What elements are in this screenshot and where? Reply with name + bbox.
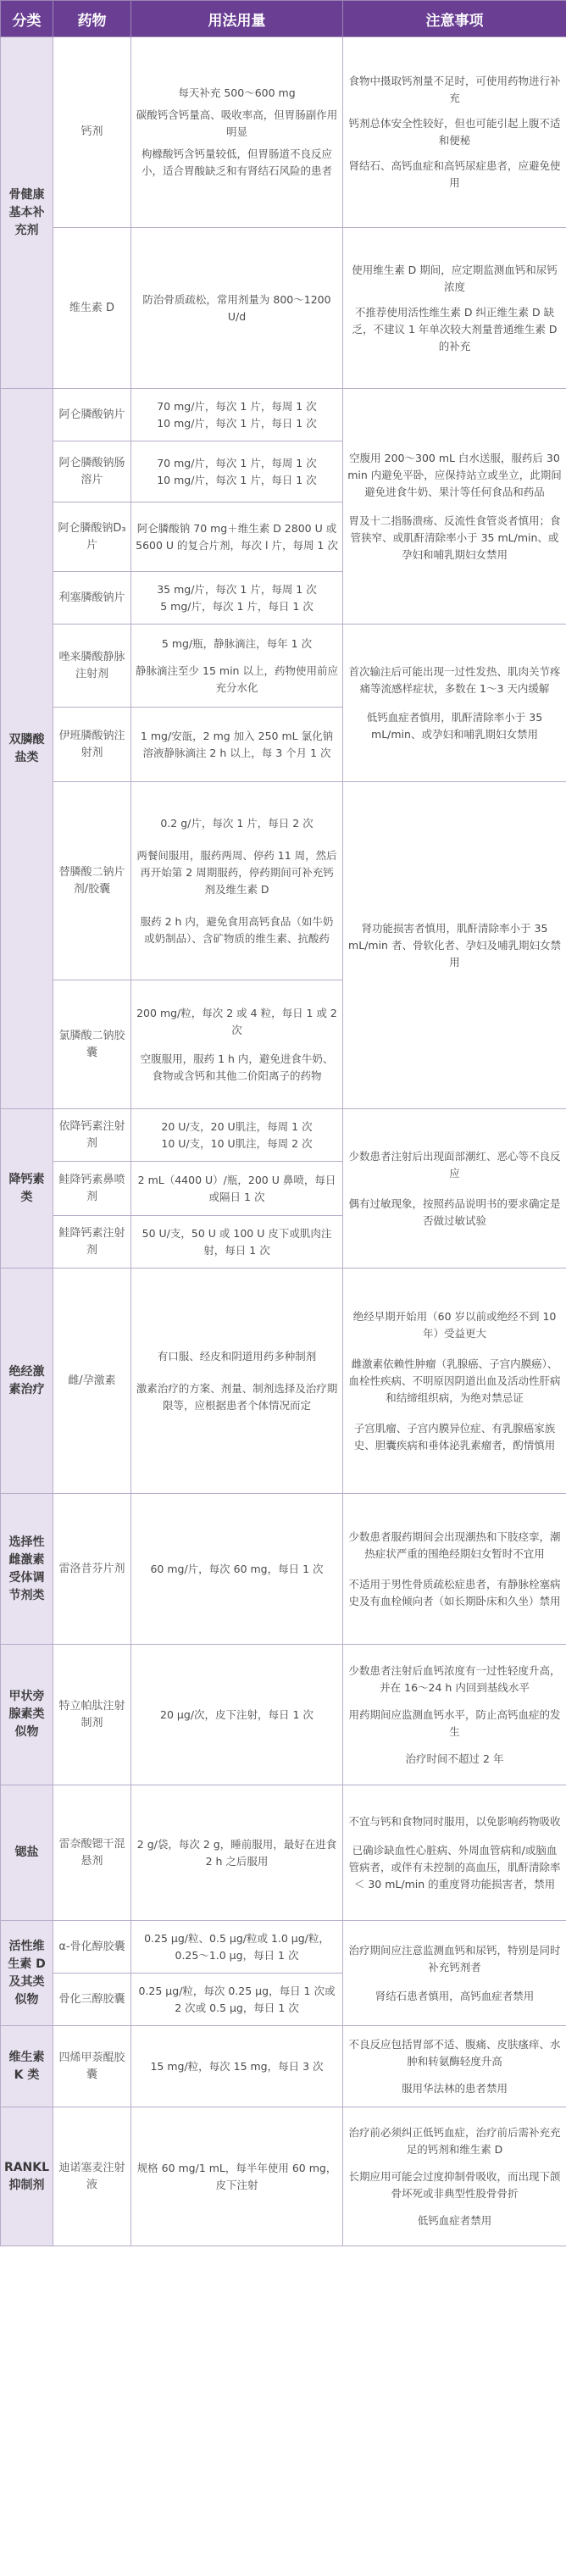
notes-cell	[343, 389, 566, 625]
note-line: 子宫肌瘤、子宫内膜异位症、有乳腺癌家族史、胆囊疾病和垂体泌乳素瘤者，酌情慎用	[353, 1421, 556, 1452]
dosage-cell: 规格 60 mg/1 mL，每半年使用 60 mg，皮下注射	[131, 2107, 343, 2246]
drug-cell: 鲑降钙素注射剂	[53, 1216, 131, 1269]
dosage-line: 35 mg/片，每次 1 片，每周 1 次	[157, 582, 317, 596]
dosage-cell: 阿仑膦酸钠 70 mg＋维生素 D 2800 U 或 5600 U 的复合片剂，每次 l 片，每周 1 次	[131, 502, 343, 572]
note-line: 少数患者注射后血钙浓度有一过性轻度升高，并在 16～24 h 内回到基线水平	[348, 1663, 561, 1694]
header-drug: 药物	[53, 1, 131, 37]
dosage-cell: 2 g/袋，每次 2 g，睡前服用，最好在进食 2 h 之后服用	[131, 1785, 343, 1921]
dosage-line: 两餐间服用，服药两周、停药 11 周，然后再开始第 2 周期服药，停药期间可补充钙剂及维生素 D	[136, 848, 337, 896]
category-cell: 活性维生素 D 及其类似物	[1, 1921, 53, 2026]
category-cell: 甲状旁腺素类似物	[1, 1645, 53, 1785]
table-row	[1, 2026, 566, 2107]
dosage-line: 70 mg/片，每次 1 片，每周 1 次	[157, 399, 317, 413]
table-row	[1, 1494, 566, 1645]
dosage-cell: 防治骨质疏松，常用剂量为 800～1200 U/d	[131, 228, 343, 389]
dosage-line: 每天补充 500～600 mg	[178, 86, 296, 99]
note-line: 使用维生素 D 期间，应定期监测血钙和尿钙浓度	[352, 263, 558, 293]
note-line: 少数患者服药期间会出现潮热和下肢痉挛，潮热症状严重的围绝经期妇女暂时不宜用	[348, 1530, 561, 1560]
note-line: 治疗前必须纠正低钙血症，治疗前后需补充充足的钙剂和维生素 D	[348, 2125, 561, 2156]
drug-cell: 阿仑膦酸钠肠溶片	[53, 441, 131, 502]
note-line: 不适用于男性骨质疏松症患者，有静脉栓塞病史及有血栓倾向者（如长期卧床和久坐）禁用	[348, 1577, 561, 1607]
note-line: 长期应用可能会过度抑制骨吸收，而出现下颌骨坏死或非典型性股骨骨折	[348, 2169, 561, 2200]
notes-cell	[343, 1645, 566, 1785]
drug-cell: 钙剂	[53, 37, 131, 228]
drug-cell: 鲑降钙素鼻喷剂	[53, 1162, 131, 1216]
dosage-line: 空腹服用，服药 1 h 内，避免进食牛奶、食物或含钙和其他二价阳离子的药物	[140, 1052, 334, 1082]
dosage-cell: 50 U/支，50 U 或 100 U 皮下或肌肉注射，每日 1 次	[131, 1216, 343, 1269]
notes-cell	[343, 2107, 566, 2246]
dosage-cell: 15 mg/粒，每次 15 mg，每日 3 次	[131, 2026, 343, 2107]
table-header-row	[1, 1, 566, 37]
note-line: 食物中摄取钙剂量不足时，可使用药物进行补充	[348, 75, 561, 104]
category-cell: 锶盐	[1, 1785, 53, 1921]
table-row	[1, 389, 566, 441]
dosage-line: 5 mg/片，每次 1 片，每日 1 次	[160, 599, 314, 613]
notes-cell	[343, 1109, 566, 1269]
notes-cell	[343, 1269, 566, 1494]
drug-cell: 特立帕肽注射制剂	[53, 1645, 131, 1785]
note-line: 治疗时间不超过 2 年	[405, 1752, 504, 1765]
dosage-cell	[131, 1269, 343, 1494]
table-row	[1, 228, 566, 389]
drug-cell: 阿仑膦酸钠片	[53, 389, 131, 441]
dosage-line: 静脉滴注至少 15 min 以上，药物使用前应充分水化	[136, 663, 338, 694]
note-line: 治疗期间应注意监测血钙和尿钙，特别是同时补充钙剂者	[348, 1943, 561, 1974]
note-line: 偶有过敏现象，按照药品说明书的要求确定是否做过敏试验	[348, 1196, 561, 1227]
drug-cell: 维生素 D	[53, 228, 131, 389]
dosage-cell: 0.25 μg/粒、0.5 μg/粒或 1.0 μg/粒，0.25～1.0 μg，每日 1 次	[131, 1921, 343, 1974]
drug-cell: 依降钙素注射剂	[53, 1109, 131, 1162]
table-row	[1, 782, 566, 980]
drug-cell: α-骨化醇胶囊	[53, 1921, 131, 1974]
note-line: 肾结石、高钙血症和高钙尿症患者，应避免使用	[348, 159, 561, 189]
table-row	[1, 1921, 566, 1974]
drug-cell: 替膦酸二钠片剂/胶囊	[53, 782, 131, 980]
dosage-line: 10 mg/片，每次 1 片，每日 1 次	[157, 473, 317, 486]
dosage-line: 碳酸钙含钙量高、吸收率高，但胃肠副作用明显	[136, 108, 338, 138]
notes-cell	[343, 228, 566, 389]
drug-cell: 唑来膦酸静脉注射剂	[53, 625, 131, 708]
table-row	[1, 625, 566, 708]
notes-cell	[343, 1785, 566, 1921]
category-cell: 维生素 K 类	[1, 2026, 53, 2107]
note-line: 少数患者注射后出现面部潮红、恶心等不良反应	[348, 1149, 561, 1180]
note-line: 不推荐使用活性维生素 D 纠正维生素 D 缺乏，不建议 1 年单次较大剂量普通维生素 D 的补充	[352, 305, 558, 353]
dosage-cell	[131, 980, 343, 1109]
note-line: 不良反应包括胃部不适、腹痛、皮肤瘙痒、水肿和转氨酶轻度升高	[348, 2037, 561, 2068]
table-row	[1, 1109, 566, 1162]
dosage-line: 70 mg/片，每次 1 片，每周 1 次	[157, 456, 317, 469]
notes-cell: 肾功能损害者慎用，肌酐清除率小于 35 mL/min 者、骨软化者、孕妇及哺乳期妇女禁用	[343, 782, 566, 1109]
dosage-cell: 60 mg/片，每次 60 mg，每日 1 次	[131, 1494, 343, 1645]
drug-cell: 利塞膦酸钠片	[53, 572, 131, 625]
note-line: 钙剂总体安全性较好，但也可能引起上腹不适和便秘	[348, 117, 561, 147]
note-line: 空腹用 200～300 mL 白水送服，服药后 30 min 内避免平卧，应保持站立或坐立，此期间避免进食牛奶、果汁等任何食品和药品	[347, 451, 562, 498]
dosage-cell	[131, 441, 343, 502]
drug-cell: 四烯甲萘醌胶囊	[53, 2026, 131, 2107]
note-line: 服用华法林的患者禁用	[401, 2081, 508, 2095]
drug-cell: 迪诺塞麦注射液	[53, 2107, 131, 2246]
table-row	[1, 37, 566, 228]
note-line: 已确诊缺血性心脏病、外周血管病和/或脑血管病者，或伴有未控制的高血压，肌酐清除率 ＜ 30 mL/min 的重度肾功能损害者，禁用	[348, 1843, 561, 1890]
note-line: 低钙血症者慎用，肌酐清除率小于 35 mL/min、或孕妇和哺乳期妇女禁用	[366, 710, 543, 741]
category-cell: 双膦酸盐类	[1, 389, 53, 1109]
dosage-cell	[131, 37, 343, 228]
category-cell: RANKL 抑制剂	[1, 2107, 53, 2246]
table-row	[1, 1645, 566, 1785]
dosage-line: 激素治疗的方案、剂量、制剂选择及治疗期限等，应根据患者个体情况而定	[136, 1381, 338, 1412]
dosage-cell: 1 mg/安瓿，2 mg 加入 250 mL 氯化钠溶液静脉滴注 2 h 以上，每 3 个月 1 次	[131, 708, 343, 782]
dosage-line: 200 mg/粒，每次 2 或 4 粒，每日 1 或 2 次	[136, 1006, 337, 1036]
dosage-line: 枸橼酸钙含钙量较低，但胃肠道不良反应小，适合胃酸缺乏和有肾结石风险的患者	[141, 147, 332, 177]
dosage-line: 0.2 g/片，每次 1 片，每日 2 次	[160, 816, 314, 830]
note-line: 首次输注后可能出现一过性发热、肌肉关节疼痛等流感样症状，多数在 1～3 天内缓解	[348, 664, 561, 695]
note-line: 绝经早期开始用（60 岁以前或绝经不到 10 年）受益更大	[352, 1309, 557, 1340]
dosage-cell	[131, 625, 343, 708]
drug-cell: 雌/孕激素	[53, 1269, 131, 1494]
drug-cell: 骨化三醇胶囊	[53, 1974, 131, 2026]
drug-cell: 氯膦酸二钠胶囊	[53, 980, 131, 1109]
drug-cell: 雷洛昔芬片剂	[53, 1494, 131, 1645]
dosage-cell	[131, 1109, 343, 1162]
dosage-cell	[131, 389, 343, 441]
notes-cell	[343, 1921, 566, 2026]
notes-cell	[343, 37, 566, 228]
drug-cell: 伊班膦酸钠注射剂	[53, 708, 131, 782]
drug-cell: 雷奈酸锶干混悬剂	[53, 1785, 131, 1921]
note-line: 用药期间应监测血钙水平，防止高钙血症的发生	[348, 1707, 561, 1738]
dosage-line: 10 mg/片，每次 1 片，每日 1 次	[157, 416, 317, 430]
header-category: 分类	[1, 1, 53, 37]
table-row	[1, 1269, 566, 1494]
table-row	[1, 2107, 566, 2246]
notes-cell	[343, 1494, 566, 1645]
drug-cell: 阿仑膦酸钠D₃片	[53, 502, 131, 572]
note-line: 低钙血症者禁用	[417, 2213, 492, 2227]
header-dosage: 用法用量	[131, 1, 343, 37]
dosage-cell: 2 mL（4400 U）/瓶，200 U 鼻喷，每日或隔日 1 次	[131, 1162, 343, 1216]
dosage-cell: 0.25 μg/粒，每次 0.25 μg，每日 1 次或 2 次或 0.5 μg，每日 1 次	[131, 1974, 343, 2026]
note-line: 不宜与钙和食物同时服用，以免影响药物吸收	[348, 1814, 561, 1828]
table-row	[1, 1785, 566, 1921]
dosage-cell	[131, 572, 343, 625]
notes-cell	[343, 2026, 566, 2107]
category-cell: 选择性雌激素受体调节剂类	[1, 1494, 53, 1645]
category-cell: 降钙素类	[1, 1109, 53, 1269]
category-cell: 绝经激素治疗	[1, 1269, 53, 1494]
category-cell: 骨健康基本补充剂	[1, 37, 53, 389]
dosage-line: 有口服、经皮和阴道用药多种制剂	[157, 1349, 317, 1363]
dosage-line: 服药 2 h 内，避免食用高钙食品（如牛奶或奶制品）、含矿物质的维生素、抗酸药	[140, 914, 334, 945]
note-line: 雌激素依赖性肿瘤（乳腺癌、子宫内膜癌）、血栓性疾病、不明原因阴道出血及活动性肝病和结缔组织病，为绝对禁忌证	[348, 1357, 561, 1404]
dosage-line: 10 U/支，10 U肌注，每周 2 次	[161, 1136, 313, 1150]
dosage-line: 20 U/支，20 U肌注，每周 1 次	[161, 1119, 313, 1133]
dosage-line: 5 mg/瓶，静脉滴注，每年 1 次	[161, 636, 313, 650]
notes-cell	[343, 625, 566, 782]
note-line: 胃及十二指肠溃疡、反流性食管炎者慎用；食管狭窄、或肌酐清除率小于 35 mL/min、或孕妇和哺乳期妇女禁用	[348, 514, 561, 561]
header-notes: 注意事项	[343, 1, 566, 37]
dosage-cell: 20 μg/次，皮下注射，每日 1 次	[131, 1645, 343, 1785]
note-line: 肾结石患者慎用，高钙血症者禁用	[375, 1989, 535, 2002]
dosage-cell	[131, 782, 343, 980]
